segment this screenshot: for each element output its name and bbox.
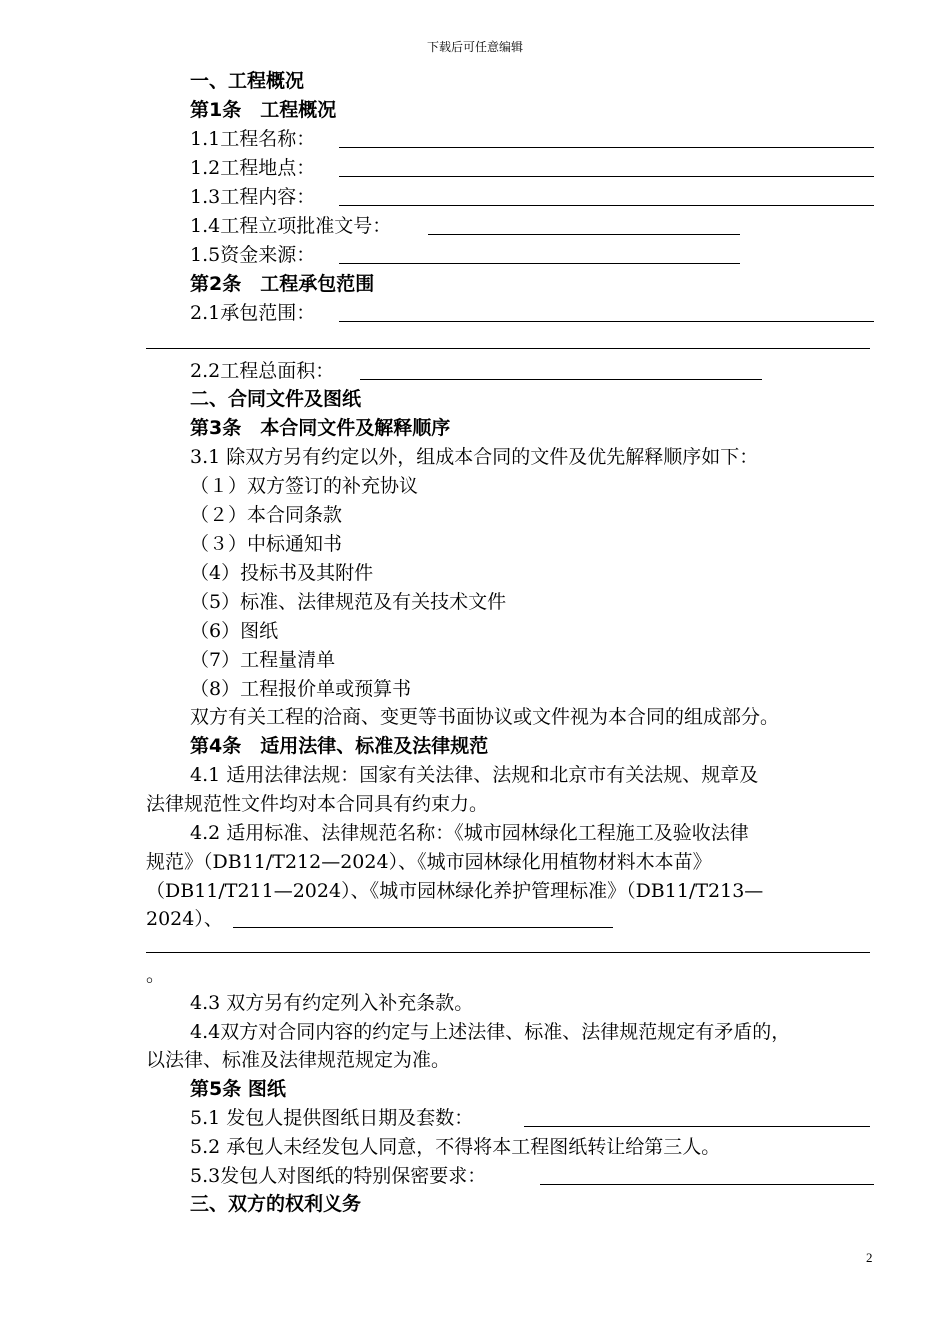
section-heading-2: 二、合同文件及图纸 bbox=[190, 388, 362, 410]
approval-number-label: 1.4工程立项批准文号： bbox=[190, 215, 392, 237]
list-item: （5）标准、法律规范及有关技术文件 bbox=[190, 591, 507, 613]
article-3-heading: 第3条 本合同文件及解释顺序 bbox=[190, 417, 451, 439]
confidentiality-label: 5.3发包人对图纸的特别保密要求： bbox=[190, 1165, 487, 1187]
article-1-heading: 第1条 工程概况 bbox=[190, 99, 337, 121]
clause-4-2-line-4: 2024）、 bbox=[146, 908, 223, 930]
clause-4-2-line-1: 4.2 适用标准、法律规范名称：《城市园林绿化工程施工及验收法律 bbox=[190, 822, 749, 844]
clause-4-2-line-2: 规范》（DB11/T212—2024）、《城市园林绿化用植物材料木本苗》 bbox=[146, 851, 712, 873]
approval-number-blank[interactable] bbox=[428, 234, 740, 235]
clause-4-1-line-2: 法律规范性文件均对本合同具有约束力。 bbox=[146, 793, 489, 815]
scope-blank[interactable] bbox=[339, 321, 874, 322]
clause-4-4-line-1: 4.4双方对合同内容的约定与上述法律、标准、法律规范规定有矛盾的， bbox=[190, 1021, 791, 1043]
funding-source-blank[interactable] bbox=[339, 263, 740, 264]
standards-blank-continued[interactable] bbox=[146, 952, 870, 953]
total-area-blank[interactable] bbox=[360, 379, 762, 380]
total-area-label: 2.2工程总面积： bbox=[190, 360, 335, 382]
clause-4-3: 4.3 双方另有约定列入补充条款。 bbox=[190, 992, 474, 1014]
list-item: （１）双方签订的补充协议 bbox=[190, 475, 419, 497]
drawings-date-label: 5.1 发包人提供图纸日期及套数： bbox=[190, 1107, 474, 1129]
clause-3-1: 3.1 除双方另有约定以外，组成本合同的文件及优先解释顺序如下： bbox=[190, 446, 759, 468]
list-item: （6）图纸 bbox=[190, 620, 279, 642]
clause-4-1-line-1: 4.1 适用法律法规：国家有关法律、法规和北京市有关法规、规章及 bbox=[190, 764, 759, 786]
project-location-label: 1.2工程地点： bbox=[190, 157, 316, 179]
page-number: 2 bbox=[866, 1250, 873, 1265]
section-heading-1: 一、工程概况 bbox=[190, 70, 305, 92]
clause-3-note: 双方有关工程的洽商、变更等书面协议或文件视为本合同的组成部分。 bbox=[190, 706, 780, 728]
page-header: 下载后可任意编辑 bbox=[426, 40, 523, 54]
project-name-label: 1.1工程名称： bbox=[190, 128, 316, 150]
project-name-blank[interactable] bbox=[339, 147, 874, 148]
scope-blank-continued[interactable] bbox=[146, 348, 870, 349]
article-5-heading: 第5条 图纸 bbox=[190, 1078, 286, 1100]
project-content-blank[interactable] bbox=[339, 205, 874, 206]
drawings-date-blank[interactable] bbox=[524, 1126, 870, 1127]
clause-4-4-line-2: 以法律、标准及法律规范规定为准。 bbox=[146, 1049, 451, 1071]
scope-label: 2.1承包范围： bbox=[190, 302, 316, 324]
clause-4-2-end: 。 bbox=[146, 964, 166, 986]
article-4-heading: 第4条 适用法律、标准及法律规范 bbox=[190, 735, 489, 757]
list-item: （4）投标书及其附件 bbox=[190, 562, 374, 584]
project-location-blank[interactable] bbox=[339, 176, 874, 177]
confidentiality-blank[interactable] bbox=[540, 1184, 874, 1185]
project-content-label: 1.3工程内容： bbox=[190, 186, 316, 208]
clause-4-2-line-3: （DB11/T211—2024）、《城市园林绿化养护管理标准》（DB11/T213— bbox=[146, 880, 764, 902]
funding-source-label: 1.5资金来源： bbox=[190, 244, 316, 266]
list-item: （8）工程报价单或预算书 bbox=[190, 678, 412, 700]
clause-5-2: 5.2 承包人未经发包人同意，不得将本工程图纸转让给第三人。 bbox=[190, 1136, 721, 1158]
article-2-heading: 第2条 工程承包范围 bbox=[190, 273, 375, 295]
list-item: （7）工程量清单 bbox=[190, 649, 336, 671]
list-item: （３）中标通知书 bbox=[190, 533, 343, 555]
list-item: （２）本合同条款 bbox=[190, 504, 343, 526]
standards-blank[interactable] bbox=[233, 927, 613, 928]
section-heading-3: 三、双方的权利义务 bbox=[190, 1193, 362, 1215]
